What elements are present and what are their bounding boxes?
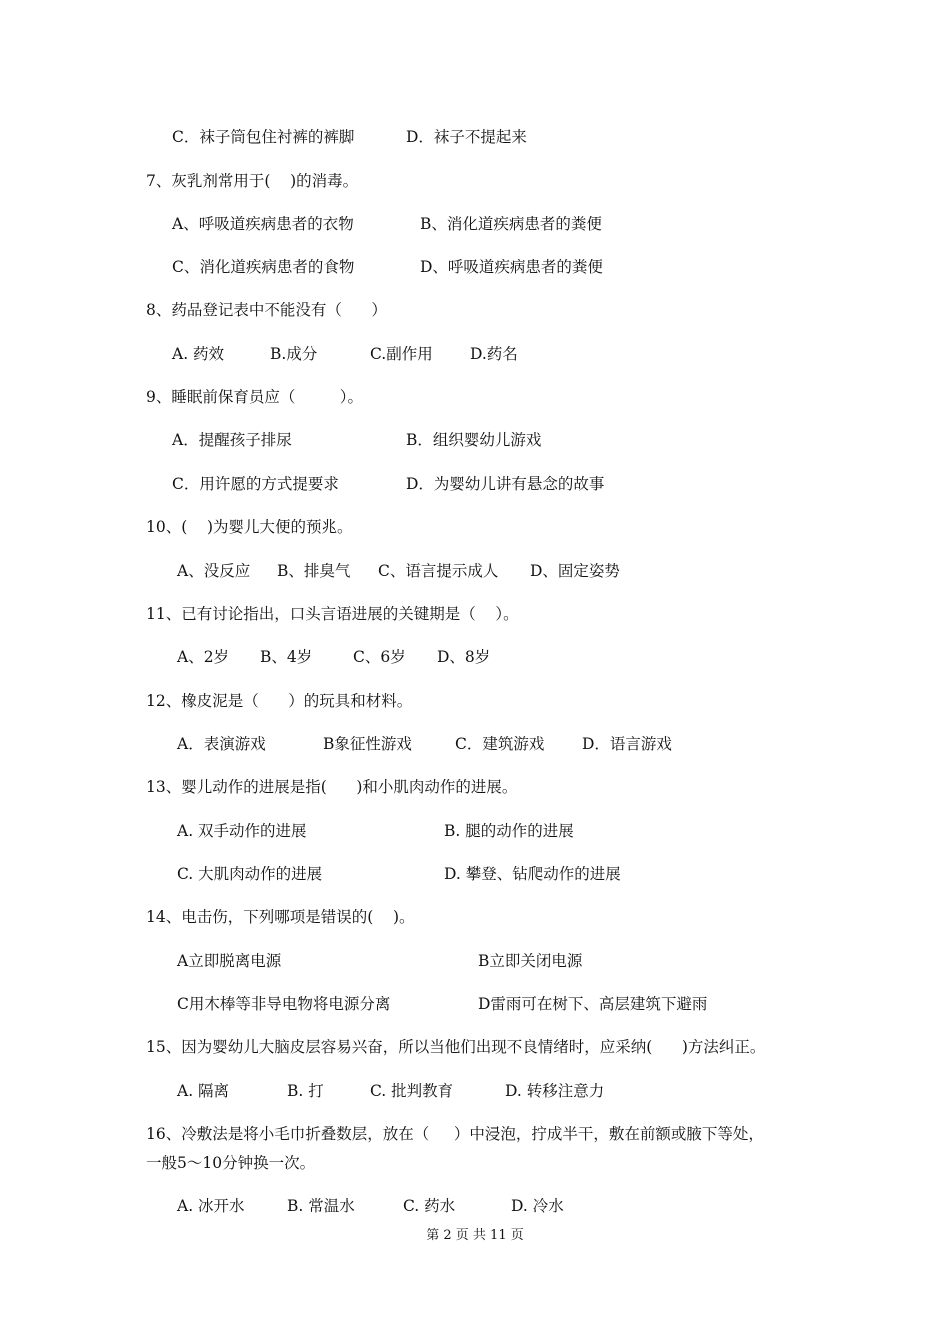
question-text: 8、药品登记表中不能没有（ ） <box>146 301 387 319</box>
option-text: D. 冷水 <box>511 1197 564 1215</box>
question-text: 9、睡眠前保育员应（ ）。 <box>146 388 363 406</box>
option-text: D雷雨可在树下、高层建筑下避雨 <box>478 995 708 1013</box>
question-text: 10、( )为婴儿大便的预兆。 <box>146 518 353 536</box>
option-text: C. 大肌肉动作的进展 <box>177 865 323 883</box>
question-text: 14、电击伤，下列哪项是错误的( )。 <box>146 908 415 926</box>
option-text: B. 打 <box>287 1082 324 1100</box>
question-text: 12、橡皮泥是（ ）的玩具和材料。 <box>146 692 413 710</box>
option-text: C. 药水 <box>403 1197 456 1215</box>
option-text: A、2岁 <box>177 648 230 666</box>
option-text: A、呼吸道疾病患者的衣物 <box>172 215 354 233</box>
option-text: B.成分 <box>270 345 318 363</box>
option-text: D．袜子不提起来 <box>406 128 527 146</box>
option-text: A. 双手动作的进展 <box>177 822 307 840</box>
question-text: 7、灰乳剂常用于( )的消毒。 <box>146 172 359 190</box>
question-text: 11、已有讨论指出，口头言语进展的关键期是（ ）。 <box>146 605 519 623</box>
option-text: D．语言游戏 <box>582 735 672 753</box>
option-text: B立即关闭电源 <box>478 952 583 970</box>
option-text: D. 攀登、钻爬动作的进展 <box>444 865 621 883</box>
question-text: 15、因为婴幼儿大脑皮层容易兴奋，所以当他们出现不良情绪时，应采纳( )方法纠正。 <box>146 1038 766 1056</box>
question-text: 16、冷敷法是将小毛巾折叠数层，放在（ ）中浸泡，拧成半干，敷在前额或腋下等处， <box>146 1125 764 1143</box>
option-text: C、消化道疾病患者的食物 <box>172 258 355 276</box>
option-text: C．用许愿的方式提要求 <box>172 475 339 493</box>
option-text: D、固定姿势 <box>530 562 620 580</box>
question-text: 13、婴儿动作的进展是指( )和小肌肉动作的进展。 <box>146 778 518 796</box>
option-text: D．为婴幼儿讲有悬念的故事 <box>406 475 605 493</box>
option-text: A、没反应 <box>177 562 251 580</box>
option-text: C．袜子筒包住衬裤的裤脚 <box>172 128 355 146</box>
option-text: A．提醒孩子排尿 <box>172 431 292 449</box>
option-text: C．建筑游戏 <box>455 735 545 753</box>
option-text: C、6岁 <box>353 648 406 666</box>
option-text: D、8岁 <box>437 648 491 666</box>
option-text: B象征性游戏 <box>323 735 412 753</box>
option-text: D.药名 <box>470 345 518 363</box>
option-text: B、消化道疾病患者的粪便 <box>420 215 602 233</box>
option-text: B、排臭气 <box>277 562 351 580</box>
option-text: C.副作用 <box>370 345 433 363</box>
option-text: A. 药效 <box>172 345 225 363</box>
option-text: A立即脱离电源 <box>177 952 282 970</box>
option-text: B．组织婴幼儿游戏 <box>406 431 542 449</box>
option-text: B、4岁 <box>260 648 313 666</box>
option-text: C用木棒等非导电物将电源分离 <box>177 995 391 1013</box>
option-text: C. 批判教育 <box>370 1082 454 1100</box>
option-text: A. 隔离 <box>177 1082 230 1100</box>
page-number-footer: 第 2 页 共 11 页 <box>426 1228 524 1243</box>
option-text: A．表演游戏 <box>177 735 266 753</box>
option-text: D. 转移注意力 <box>505 1082 605 1100</box>
option-text: C、语言提示成人 <box>378 562 499 580</box>
option-text: B. 腿的动作的进展 <box>444 822 574 840</box>
option-text: B. 常温水 <box>287 1197 355 1215</box>
question-text-continued: 一般5～10分钟换一次。 <box>146 1154 316 1172</box>
option-text: D、呼吸道疾病患者的粪便 <box>420 258 603 276</box>
option-text: A. 冰开水 <box>177 1197 245 1215</box>
